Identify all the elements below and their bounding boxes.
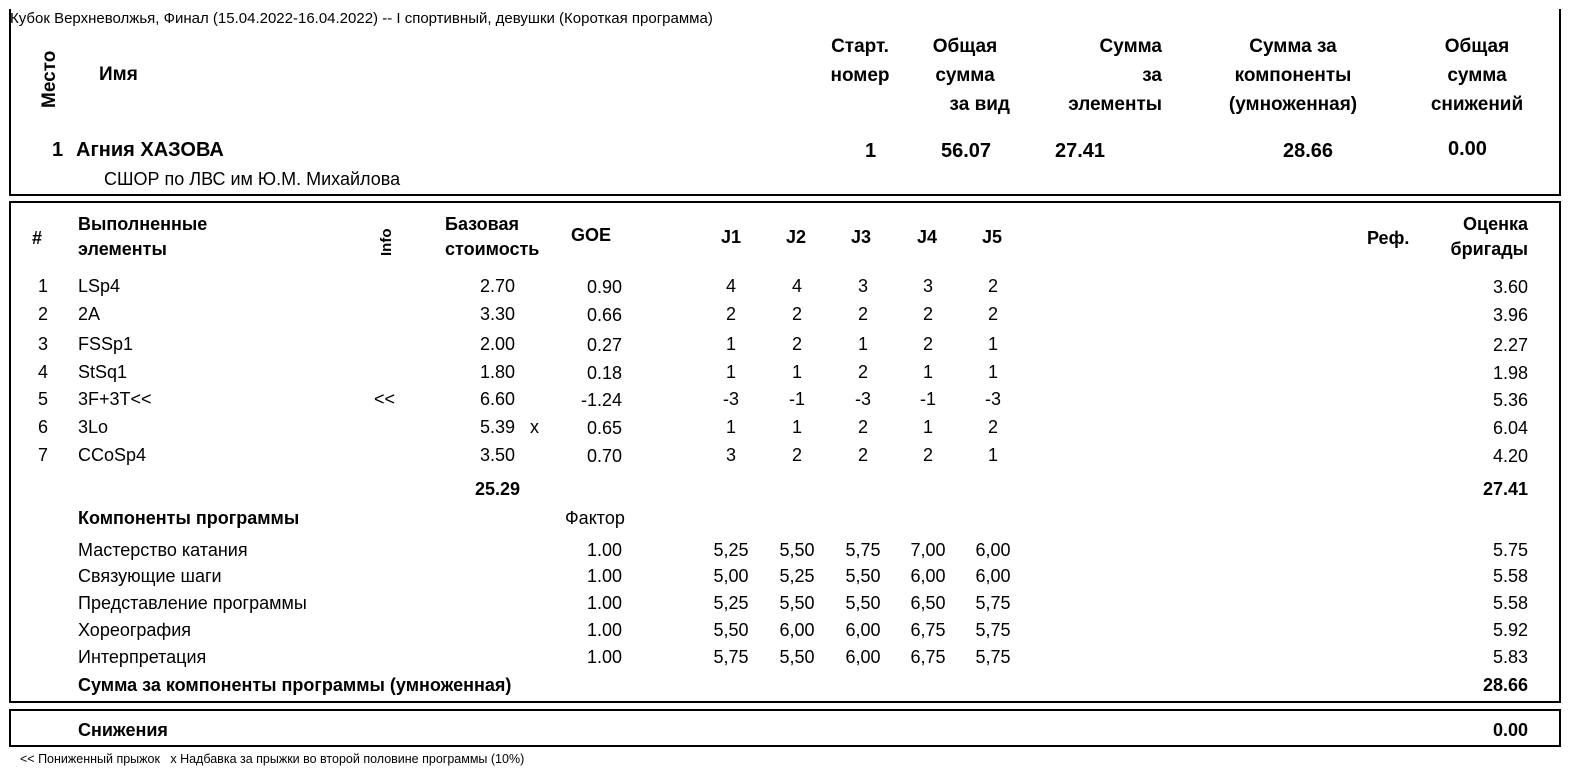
component-judge-score: 5,00 xyxy=(713,566,749,586)
component-judge-score: 6,50 xyxy=(910,593,946,613)
skater-club: СШОР по ЛВС им Ю.М. Михайлова xyxy=(104,169,401,189)
element-goe: 0.66 xyxy=(586,305,622,325)
col-goe-header: GOE xyxy=(571,225,612,245)
component-judge-score: 5,50 xyxy=(779,593,815,613)
element-judge-score: 2 xyxy=(791,334,802,354)
element-judge-score: 2 xyxy=(857,362,868,382)
component-score: 5.58 xyxy=(1492,593,1528,613)
element-judge-score: 3 xyxy=(725,445,736,465)
element-panel-score: 5.36 xyxy=(1492,390,1528,410)
header-deductions-total: Общая сумма снижений xyxy=(1430,36,1524,115)
element-judge-score: -1 xyxy=(919,389,936,409)
component-name: Представление программы xyxy=(78,593,307,613)
components-factor-header: Фактор xyxy=(565,508,625,528)
element-judge-score: 2 xyxy=(987,304,998,324)
header-total-segment: Общая сумма за вид xyxy=(932,36,1010,115)
element-judge-score: 2 xyxy=(922,445,933,465)
component-name: Мастерство катания xyxy=(78,540,248,560)
skater-deductions: 0.00 xyxy=(1448,138,1487,160)
component-score: 5.75 xyxy=(1492,540,1528,560)
element-name: CCoSp4 xyxy=(78,445,147,465)
skater-place: 1 xyxy=(52,139,64,161)
component-judge-score: 5,75 xyxy=(845,540,881,560)
element-goe: 0.70 xyxy=(586,446,622,466)
component-judge-score: 6,00 xyxy=(779,620,815,640)
component-factor: 1.00 xyxy=(586,566,622,586)
element-judge-score: 2 xyxy=(725,304,736,324)
component-judge-score: 5,50 xyxy=(845,566,881,586)
element-name: StSq1 xyxy=(78,362,128,382)
element-num: 3 xyxy=(38,334,49,354)
elements-score-total: 27.41 xyxy=(1482,479,1528,499)
element-judge-score: 1 xyxy=(725,362,736,382)
element-goe: 0.27 xyxy=(586,335,622,355)
element-base-value: 3.30 xyxy=(479,304,515,324)
element-num: 1 xyxy=(38,276,49,296)
element-goe: 0.65 xyxy=(586,418,622,438)
component-judge-score: 5,50 xyxy=(779,647,815,667)
skater-pcs: 28.66 xyxy=(1283,140,1334,162)
header-start-number: Старт. номер xyxy=(830,36,890,86)
element-num: 7 xyxy=(38,445,49,465)
element-num: 5 xyxy=(38,389,49,409)
element-info: << xyxy=(374,389,396,409)
component-factor: 1.00 xyxy=(586,647,622,667)
element-goe: -1.24 xyxy=(580,390,622,410)
component-judge-score: 5,50 xyxy=(845,593,881,613)
element-goe: 0.18 xyxy=(586,363,622,383)
component-score: 5.92 xyxy=(1492,620,1528,640)
component-score: 5.58 xyxy=(1492,566,1528,586)
element-judge-score: 1 xyxy=(922,417,933,437)
element-judge-score: -1 xyxy=(788,389,805,409)
col-j5-header: J5 xyxy=(981,227,1003,247)
header-name: Имя xyxy=(99,64,138,85)
element-base-value: 2.70 xyxy=(479,276,515,296)
element-judge-score: 3 xyxy=(922,276,933,296)
deductions-label: Снижения xyxy=(78,720,168,740)
element-judge-score: 2 xyxy=(791,445,802,465)
component-judge-score: 5,75 xyxy=(713,647,749,667)
element-judge-score: 2 xyxy=(922,304,933,324)
component-judge-score: 5,75 xyxy=(975,620,1011,640)
header-elements-sum: Сумма за элементы xyxy=(1068,36,1162,115)
element-name: FSSp1 xyxy=(78,334,134,354)
col-j3-header: J3 xyxy=(850,227,872,247)
element-judge-score: 1 xyxy=(987,362,998,382)
col-j2-header: J2 xyxy=(785,227,807,247)
col-elements-header: Выполненные элементы xyxy=(78,214,208,259)
element-judge-score: 1 xyxy=(857,334,868,354)
skater-total: 56.07 xyxy=(941,140,992,162)
footnote: << Пониженный прыжок x Надбавка за прыжки во второй половине программы (10%) xyxy=(20,752,525,766)
element-judge-score: 1 xyxy=(791,362,802,382)
element-name: 3F+3T<< xyxy=(78,389,152,409)
element-judge-score: 1 xyxy=(987,445,998,465)
header-components-sum: Сумма за компоненты (умноженная) xyxy=(1228,36,1358,115)
col-base-header: Базовая стоимость xyxy=(445,214,540,259)
component-factor: 1.00 xyxy=(586,540,622,560)
element-num: 6 xyxy=(38,417,49,437)
element-judge-score: 2 xyxy=(791,304,802,324)
element-judge-score: 2 xyxy=(987,417,998,437)
component-judge-score: 6,75 xyxy=(910,647,946,667)
element-judge-score: 2 xyxy=(857,304,868,324)
element-judge-score: 4 xyxy=(725,276,736,296)
element-judge-score: 3 xyxy=(857,276,868,296)
skater-start-number: 1 xyxy=(865,140,877,162)
element-judge-score: -3 xyxy=(722,389,739,409)
components-total-label: Сумма за компоненты программы (умноженная) xyxy=(78,675,512,695)
element-judge-score: 2 xyxy=(857,417,868,437)
element-name: 2A xyxy=(78,304,101,324)
components-total-value: 28.66 xyxy=(1482,675,1528,695)
component-name: Интерпретация xyxy=(78,647,207,667)
skater-tes: 27.41 xyxy=(1055,140,1106,162)
element-name: 3Lo xyxy=(78,417,109,437)
component-judge-score: 6,75 xyxy=(910,620,946,640)
element-judge-score: 1 xyxy=(987,334,998,354)
element-panel-score: 2.27 xyxy=(1492,335,1528,355)
element-judge-score: 1 xyxy=(725,334,736,354)
element-panel-score: 1.98 xyxy=(1492,363,1528,383)
component-judge-score: 5,50 xyxy=(713,620,749,640)
element-panel-score: 3.60 xyxy=(1492,277,1528,297)
component-judge-score: 7,00 xyxy=(910,540,946,560)
element-judge-score: 1 xyxy=(725,417,736,437)
element-panel-score: 3.96 xyxy=(1492,305,1528,325)
element-base-value: 2.00 xyxy=(479,334,515,354)
element-goe: 0.90 xyxy=(586,277,622,297)
element-base-value: 6.60 xyxy=(479,389,515,409)
component-judge-score: 5,50 xyxy=(779,540,815,560)
component-name: Хореография xyxy=(78,620,192,640)
deductions-box xyxy=(9,709,1561,747)
component-judge-score: 6,00 xyxy=(975,566,1011,586)
component-name: Связующие шаги xyxy=(78,566,222,586)
element-judge-score: 4 xyxy=(791,276,802,296)
component-judge-score: 5,25 xyxy=(779,566,815,586)
skater-name: Агния ХАЗОВА xyxy=(76,139,224,161)
component-factor: 1.00 xyxy=(586,620,622,640)
element-panel-score: 4.20 xyxy=(1492,446,1528,466)
element-judge-score: 1 xyxy=(922,362,933,382)
element-name: LSp4 xyxy=(78,276,121,296)
element-num: 4 xyxy=(38,362,49,382)
page-title: Кубок Верхневолжья, Финал (15.04.2022-16.04.2022) -- I спортивный, девушки (Короткая программа) xyxy=(10,10,713,27)
component-judge-score: 5,75 xyxy=(975,647,1011,667)
component-judge-score: 6,00 xyxy=(845,620,881,640)
element-judge-score: 2 xyxy=(857,445,868,465)
col-j1-header: J1 xyxy=(720,227,742,247)
component-judge-score: 6,00 xyxy=(910,566,946,586)
col-info-header: Info xyxy=(378,228,395,256)
component-judge-score: 6,00 xyxy=(975,540,1011,560)
element-judge-score: 2 xyxy=(922,334,933,354)
element-panel-score: 6.04 xyxy=(1492,418,1528,438)
element-base-value: 1.80 xyxy=(479,362,515,382)
components-header: Компоненты программы xyxy=(78,508,300,528)
element-base-value: 5.39 xyxy=(479,417,515,437)
element-num: 2 xyxy=(38,304,49,324)
deductions-value: 0.00 xyxy=(1492,720,1528,740)
element-judge-score: -3 xyxy=(854,389,871,409)
element-bonus-mark: x xyxy=(530,417,539,437)
component-judge-score: 5,25 xyxy=(713,540,749,560)
component-factor: 1.00 xyxy=(586,593,622,613)
element-judge-score: 2 xyxy=(987,276,998,296)
component-judge-score: 5,25 xyxy=(713,593,749,613)
col-ref-header: Реф. xyxy=(1367,228,1410,248)
element-judge-score: -3 xyxy=(984,389,1001,409)
element-judge-score: 1 xyxy=(791,417,802,437)
component-score: 5.83 xyxy=(1492,647,1528,667)
elements-base-total: 25.29 xyxy=(474,479,520,499)
col-score-header: Оценка бригады xyxy=(1450,214,1528,259)
col-j4-header: J4 xyxy=(916,227,938,247)
component-judge-score: 6,00 xyxy=(845,647,881,667)
component-judge-score: 5,75 xyxy=(975,593,1011,613)
col-num-header: # xyxy=(32,228,43,248)
element-base-value: 3.50 xyxy=(479,445,515,465)
header-place: Место xyxy=(39,50,60,108)
